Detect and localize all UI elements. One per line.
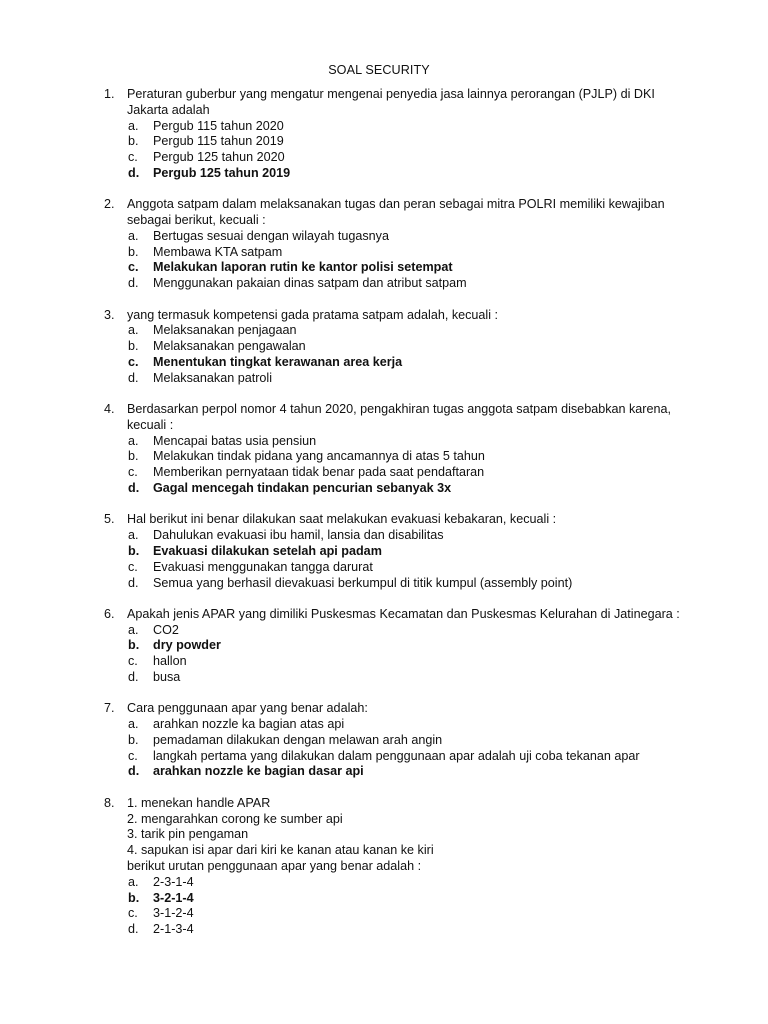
question-3 [0, 308, 768, 387]
question-number: 2. [104, 197, 115, 212]
answer-option-correct [0, 764, 768, 780]
option-letter: b. [128, 732, 139, 747]
option-text: arahkan nozzle ka bagian atas api [153, 717, 345, 732]
option-letter: c. [128, 150, 138, 165]
option-text: Melaksanakan penjagaan [153, 323, 297, 338]
question-4 [0, 402, 768, 497]
option-letter: d. [128, 670, 139, 684]
option-letter: d. [128, 165, 140, 180]
answer-option [0, 576, 768, 592]
answer-option [0, 134, 768, 150]
option-letter: b. [128, 134, 139, 149]
answer-option [0, 276, 768, 292]
option-letter: b. [128, 244, 139, 259]
option-letter: c. [128, 465, 138, 480]
question-text: sebagai berikut, kecuali : [127, 213, 266, 228]
option-text: Melakukan laporan rutin ke kantor polisi setempat [153, 260, 453, 275]
question-text-line [0, 103, 768, 119]
option-letter: c. [128, 748, 138, 763]
option-text: arahkan nozzle ke bagian dasar api [153, 764, 364, 779]
question-text-line [0, 512, 768, 528]
option-text: Melaksanakan patroli [153, 370, 273, 385]
question-list [0, 87, 768, 953]
question-text-line [0, 812, 768, 828]
option-text: dry powder [153, 638, 221, 653]
answer-option [0, 733, 768, 749]
answer-option [0, 150, 768, 166]
option-text: Pergub 125 tahun 2019 [153, 165, 291, 180]
question-text-line [0, 843, 768, 859]
answer-option [0, 449, 768, 465]
answer-option [0, 323, 768, 339]
option-letter: c. [128, 906, 138, 921]
option-letter: a. [128, 323, 139, 338]
answer-option [0, 670, 768, 686]
answer-option [0, 654, 768, 670]
option-letter: b. [128, 449, 139, 464]
option-text: Evakuasi menggunakan tangga darurat [153, 559, 373, 574]
option-letter: d. [128, 764, 140, 779]
question-text-line [0, 87, 768, 103]
option-text: Semua yang berhasil dievakuasi berkumpul di titik kumpul (assembly point) [153, 575, 573, 590]
option-text: Bertugas sesuai dengan wilayah tugasnya [153, 228, 389, 243]
answer-option-correct [0, 260, 768, 276]
answer-option [0, 717, 768, 733]
question-number: 4. [104, 402, 115, 417]
answer-option [0, 371, 768, 387]
question-text: Hal berikut ini benar dilakukan saat melakukan evakuasi kebakaran, kecuali : [127, 512, 557, 527]
question-text: Anggota satpam dalam melaksanakan tugas dan peran sebagai mitra POLRI memiliki kewajiban [127, 197, 665, 212]
question-1 [0, 87, 768, 182]
answer-option [0, 229, 768, 245]
option-text: Evakuasi dilakukan setelah api padam [153, 543, 382, 558]
option-text: langkah pertama yang dilakukan dalam penggunaan apar adalah uji coba tekanan apar [153, 748, 640, 763]
question-text-line [0, 308, 768, 324]
question-number: 6. [104, 606, 115, 621]
question-text-line [0, 197, 768, 213]
answer-option [0, 434, 768, 450]
option-text: Memberikan pernyataan tidak benar pada saat pendaftaran [153, 465, 485, 480]
answer-option [0, 119, 768, 135]
option-text: Menentukan tingkat kerawanan area kerja [153, 354, 403, 369]
question-text: 4. sapukan isi apar dari kiri ke kanan atau kanan ke kiri [127, 843, 434, 858]
option-letter: b. [128, 638, 140, 653]
option-letter: c. [128, 654, 138, 669]
option-letter: a. [128, 528, 139, 543]
option-letter: d. [128, 481, 140, 496]
question-text: Cara penggunaan apar yang benar adalah: [127, 701, 368, 716]
answer-option [0, 560, 768, 576]
option-text: Membawa KTA satpam [153, 244, 283, 259]
question-text: Jakarta adalah [127, 102, 210, 117]
question-number: 7. [104, 701, 115, 716]
answer-option-correct [0, 638, 768, 654]
option-text: Pergub 115 tahun 2019 [153, 134, 284, 149]
question-text-line [0, 827, 768, 843]
option-letter: d. [128, 575, 139, 590]
question-6 [0, 607, 768, 686]
option-letter: a. [128, 228, 139, 243]
option-text: hallon [153, 654, 187, 669]
option-text: Menggunakan pakaian dinas satpam dan atribut satpam [153, 276, 467, 291]
option-letter: a. [128, 118, 139, 133]
question-7 [0, 701, 768, 780]
question-number: 8. [104, 795, 115, 810]
option-text: pemadaman dilakukan dengan melawan arah angin [153, 732, 443, 747]
option-text: Dahulukan evakuasi ibu hamil, lansia dan disabilitas [153, 528, 444, 543]
question-text: Berdasarkan perpol nomor 4 tahun 2020, pengakhiran tugas anggota satpam disebabkan karena, [127, 402, 672, 417]
answer-option [0, 465, 768, 481]
question-text-line [0, 213, 768, 229]
answer-option-correct [0, 544, 768, 560]
option-letter: a. [128, 433, 139, 448]
option-text: 2-3-1-4 [153, 874, 194, 889]
answer-option [0, 623, 768, 639]
option-letter: d. [128, 276, 139, 291]
question-text: yang termasuk kompetensi gada pratama satpam adalah, kecuali : [127, 307, 499, 322]
option-letter: b. [128, 543, 140, 558]
option-text: Melaksanakan pengawalan [153, 339, 306, 354]
answer-option-correct [0, 481, 768, 497]
option-text: Pergub 125 tahun 2020 [153, 150, 285, 165]
answer-option [0, 749, 768, 765]
option-text: 3-1-2-4 [153, 906, 194, 921]
option-letter: a. [128, 874, 139, 889]
question-text-line [0, 796, 768, 812]
option-letter: c. [128, 354, 139, 369]
question-text-line [0, 402, 768, 418]
question-text-line [0, 701, 768, 717]
question-text: 1. menekan handle APAR [127, 795, 271, 810]
option-letter: c. [128, 559, 138, 574]
option-text: CO2 [153, 622, 179, 637]
question-number: 1. [104, 87, 115, 101]
question-text-line [0, 859, 768, 875]
question-number: 5. [104, 512, 115, 527]
option-text: Mencapai batas usia pensiun [153, 433, 317, 448]
option-text: 2-1-3-4 [153, 922, 194, 937]
question-text-line [0, 607, 768, 623]
option-letter: d. [128, 922, 139, 937]
answer-option-correct [0, 891, 768, 907]
answer-option-correct [0, 355, 768, 371]
option-text: Pergub 115 tahun 2020 [153, 118, 284, 133]
answer-option [0, 875, 768, 891]
question-text-line [0, 418, 768, 434]
option-letter: a. [128, 622, 139, 637]
option-text: Melakukan tindak pidana yang ancamannya di atas 5 tahun [153, 449, 485, 464]
question-text: Peraturan guberbur yang mengatur mengenai penyedia jasa lainnya perorangan (PJLP) di DKI [127, 87, 655, 101]
question-text: 2. mengarahkan corong ke sumber api [127, 811, 343, 826]
question-5 [0, 512, 768, 591]
question-text: 3. tarik pin pengaman [127, 827, 249, 842]
document-title: SOAL SECURITY [328, 63, 430, 77]
question-number: 3. [104, 307, 115, 322]
question-2 [0, 197, 768, 292]
question-8 [0, 796, 768, 938]
answer-option [0, 906, 768, 922]
option-letter: a. [128, 717, 139, 732]
answer-option [0, 339, 768, 355]
option-text: 3-2-1-4 [153, 890, 194, 905]
question-text: Apakah jenis APAR yang dimiliki Puskesmas Kecamatan dan Puskesmas Kelurahan di Jatinegara : [127, 606, 680, 621]
answer-option [0, 922, 768, 938]
option-letter: b. [128, 339, 139, 354]
option-letter: c. [128, 260, 139, 275]
option-text: busa [153, 670, 181, 684]
option-letter: b. [128, 890, 140, 905]
question-text: berikut urutan penggunaan apar yang benar adalah : [127, 858, 422, 873]
option-text: Gagal mencegah tindakan pencurian sebanyak 3x [153, 481, 452, 496]
answer-option [0, 528, 768, 544]
option-letter: d. [128, 370, 139, 385]
question-text: kecuali : [127, 417, 174, 432]
answer-option [0, 245, 768, 261]
answer-option-correct [0, 166, 768, 182]
